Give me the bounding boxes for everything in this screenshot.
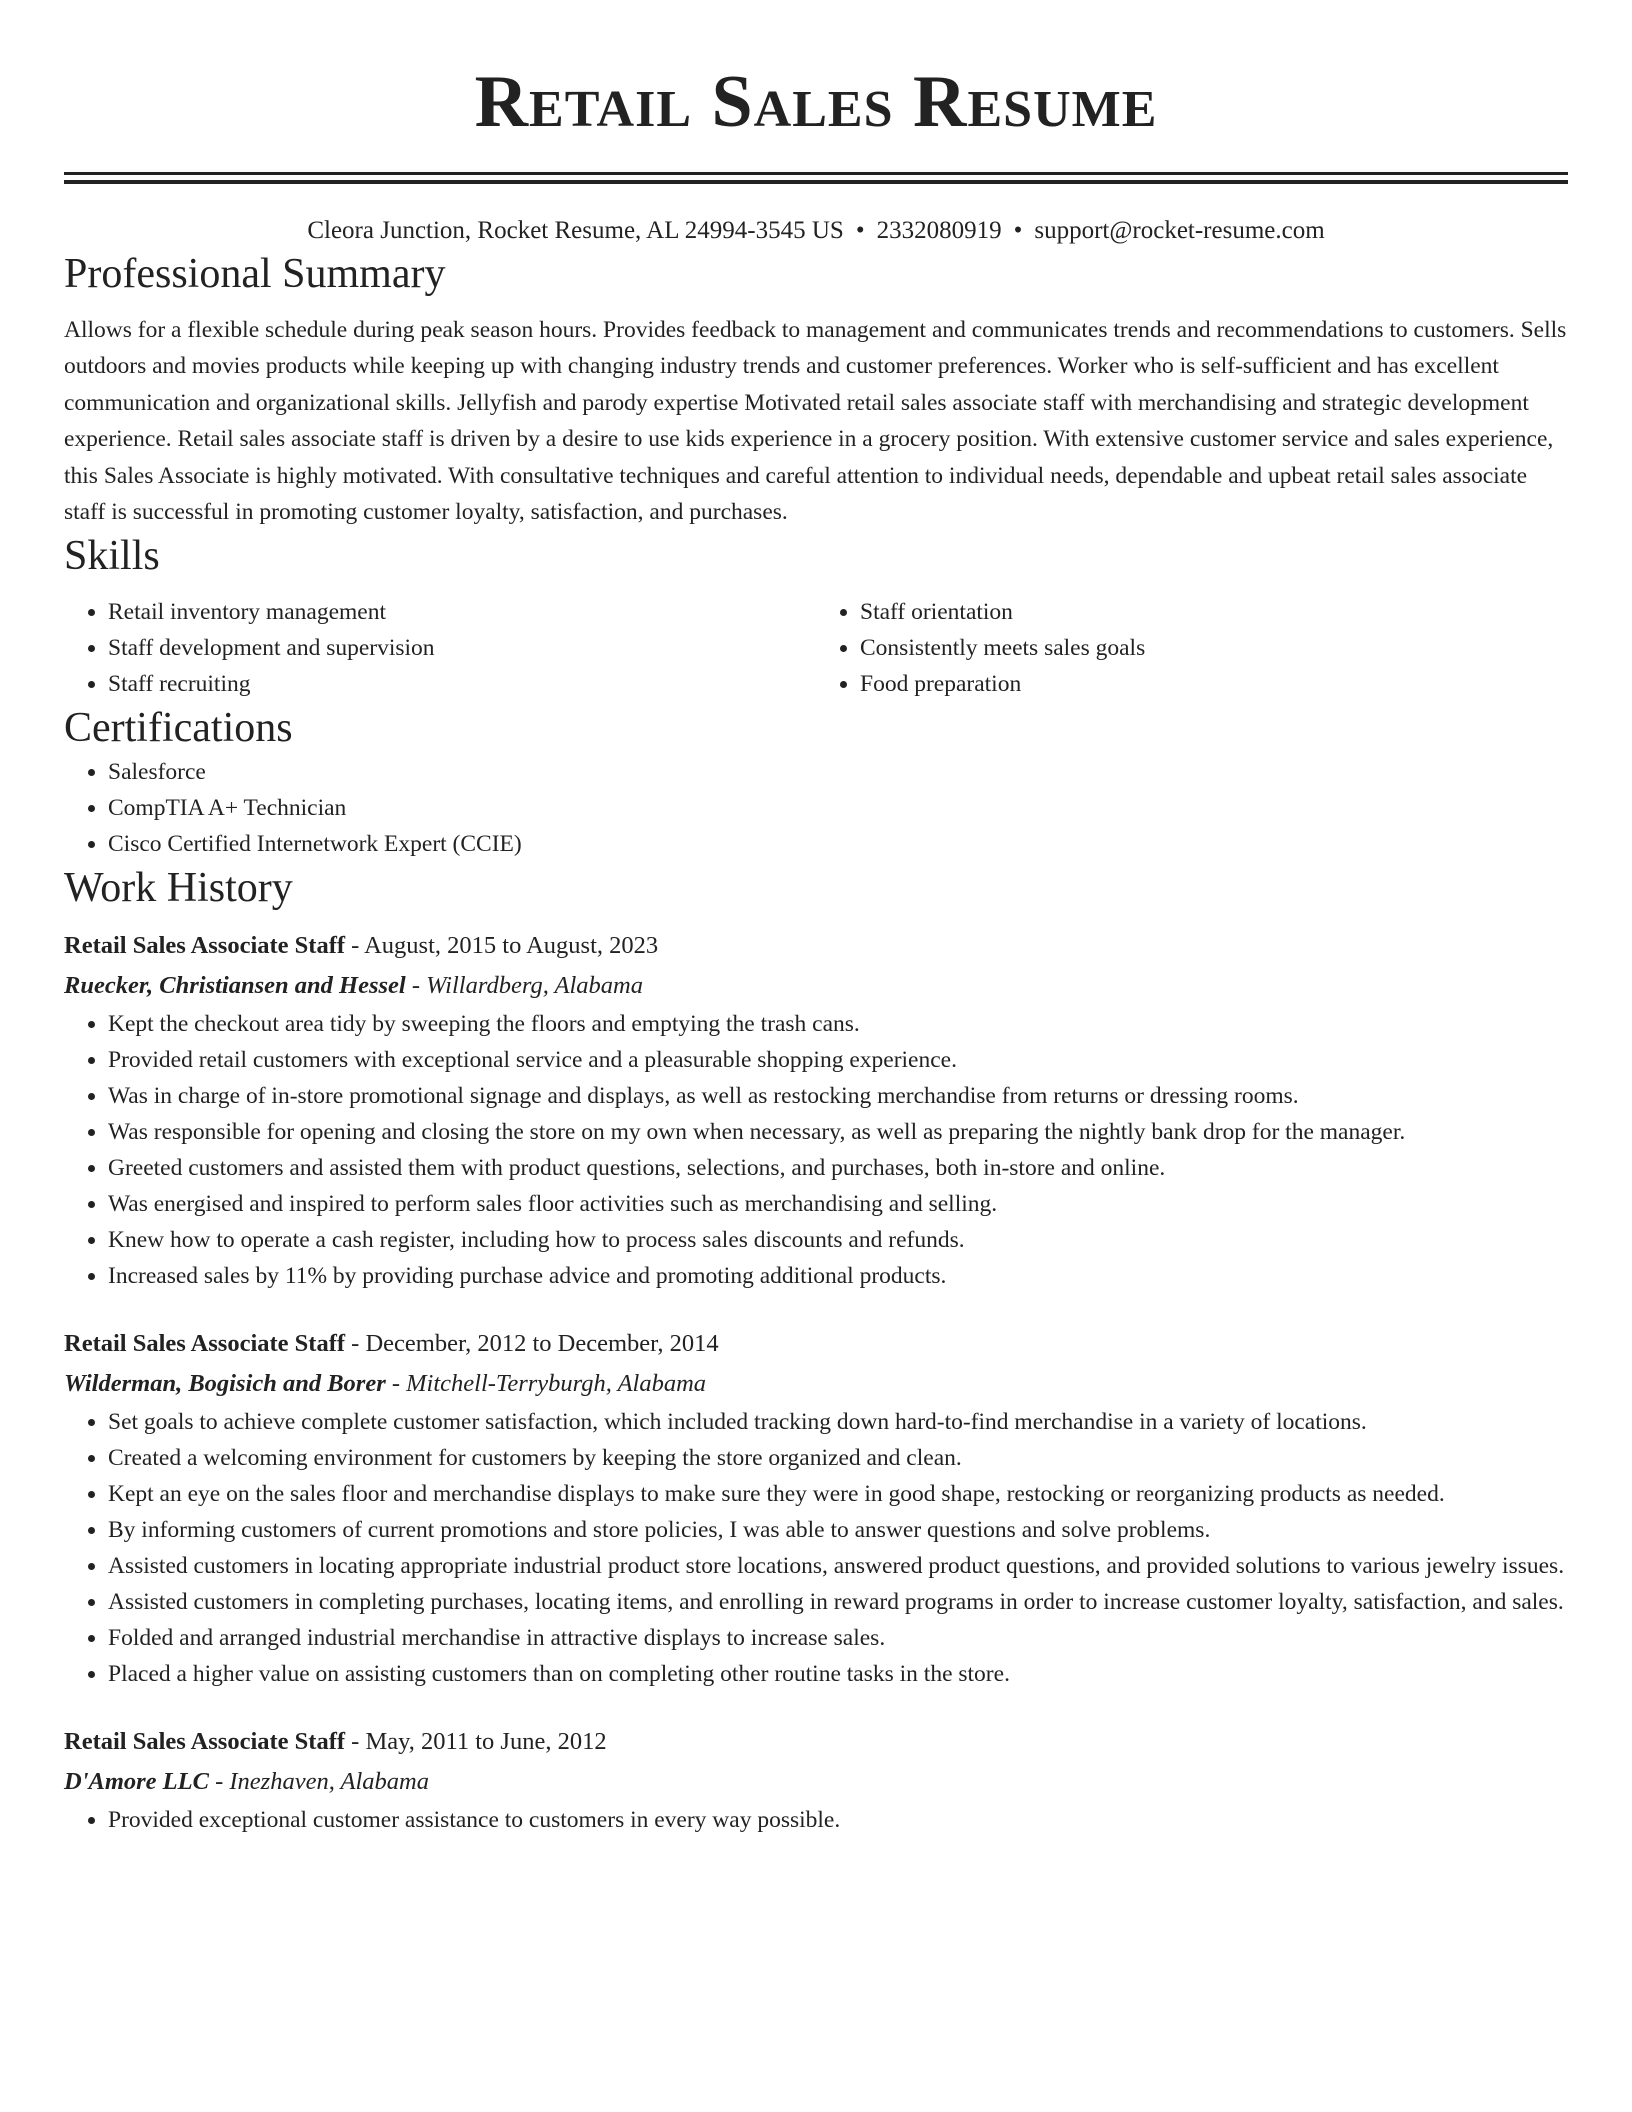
job-header <box>64 1722 1568 1762</box>
job-bullet: • Greeted customers and assisted them with product questions, selections, and purchases, both in-store and online. <box>108 1150 1568 1186</box>
certifications-heading: Certifications <box>64 705 293 752</box>
certification-item: • Salesforce <box>108 754 1568 790</box>
job-entry <box>64 1324 1568 1692</box>
title-divider-thin <box>64 172 1568 175</box>
job-location: - Willardberg, Alabama <box>405 972 643 1000</box>
skill-item: • Food preparation <box>860 666 1568 702</box>
job-location: - Inezhaven, Alabama <box>208 1768 429 1796</box>
contact-separator: • <box>855 217 865 244</box>
job-role: Retail Sales Associate Staff <box>64 1330 346 1358</box>
job-dates: - August, 2015 to August, 2023 <box>345 932 659 960</box>
job-bullet: • Was in charge of in-store promotional signage and displays, as well as restocking merchandise from returns or dressing rooms. <box>108 1078 1568 1114</box>
contact-separator: • <box>1013 217 1023 244</box>
summary-text: Allows for a flexible schedule during peak season hours. Provides feedback to management and communicates trends and recommendations to customers. Sells outdoors and movies products while keeping up with changing industry trends and customer preferences. Worker who is self-sufficient and has excellent communication and organizational skills. Jellyfish and parody expertise Motivated retail sales associate staff with merchandising and strategic development experience. Retail sales associate staff is driven by a desire to use kids experience in a grocery position. With extensive customer service and sales experience, this Sales Associate is highly motivated. With consultative techniques and careful attention to individual needs, dependable and upbeat retail sales associate staff is successful in promoting customer loyalty, satisfaction, and purchases. <box>64 317 1567 526</box>
contact-address: Cleora Junction, Rocket Resume, AL 24994-3545 US <box>307 217 844 244</box>
job-company: Ruecker, Christiansen and Hessel <box>64 972 406 1000</box>
job-bullet: • Provided exceptional customer assistance to customers in every way possible. <box>108 1802 1568 1838</box>
skill-item: • Staff recruiting <box>108 666 816 702</box>
job-dates: - May, 2011 to June, 2012 <box>345 1728 607 1756</box>
skills-list-right <box>816 594 1568 702</box>
job-entry <box>64 926 1568 1294</box>
job-role: Retail Sales Associate Staff <box>64 932 346 960</box>
skills-column-right <box>816 594 1568 702</box>
job-bullet: • Kept the checkout area tidy by sweeping the floors and emptying the trash cans. <box>108 1006 1568 1042</box>
job-bullet: • Created a welcoming environment for customers by keeping the store organized and clean. <box>108 1440 1568 1476</box>
job-bullet: • By informing customers of current promotions and store policies, I was able to answer questions and solve problems. <box>108 1512 1568 1548</box>
title-divider-thick <box>64 180 1568 184</box>
job-bullet-list <box>64 1006 1568 1294</box>
job-bullet: • Increased sales by 11% by providing purchase advice and promoting additional products. <box>108 1258 1568 1294</box>
job-bullet-list <box>64 1802 1568 1838</box>
skills-list-left <box>64 594 816 702</box>
resume-title: Retail Sales Resume <box>474 61 1158 143</box>
job-employer-line <box>64 966 1568 1006</box>
certifications-list <box>64 754 1568 862</box>
skills-grid <box>64 594 1568 702</box>
job-bullet: • Knew how to operate a cash register, including how to process sales discounts and refunds. <box>108 1222 1568 1258</box>
job-bullet: • Set goals to achieve complete customer satisfaction, which included tracking down hard-to-find merchandise in a variety of locations. <box>108 1404 1568 1440</box>
skill-item: • Retail inventory management <box>108 594 816 630</box>
skills-heading: Skills <box>64 533 160 580</box>
skill-item: • Staff development and supervision <box>108 630 816 666</box>
job-company: D'Amore LLC <box>64 1768 209 1796</box>
job-bullet: • Was energised and inspired to perform sales floor activities such as merchandising and selling. <box>108 1186 1568 1222</box>
job-bullet: • Assisted customers in locating appropriate industrial product store locations, answered product questions, and provided solutions to various jewelry issues. <box>108 1548 1568 1584</box>
job-entry <box>64 1722 1568 1838</box>
job-bullet: • Assisted customers in completing purchases, locating items, and enrolling in reward programs in order to increase customer loyalty, satisfaction, and sales. <box>108 1584 1568 1620</box>
skill-item: • Staff orientation <box>860 594 1568 630</box>
skills-column-left <box>64 594 816 702</box>
job-location: - Mitchell-Terryburgh, Alabama <box>385 1370 707 1398</box>
job-bullet: • Folded and arranged industrial merchandise in attractive displays to increase sales. <box>108 1620 1568 1656</box>
job-dates: - December, 2012 to December, 2014 <box>345 1330 719 1358</box>
skill-item: • Consistently meets sales goals <box>860 630 1568 666</box>
work-history-heading: Work History <box>64 865 293 912</box>
contact-email: support@rocket-resume.com <box>1034 217 1325 244</box>
contact-line <box>64 214 1568 248</box>
job-bullet: • Kept an eye on the sales floor and merchandise displays to make sure they were in good shape, restocking or reorganizing products as needed. <box>108 1476 1568 1512</box>
job-header <box>64 926 1568 966</box>
job-role: Retail Sales Associate Staff <box>64 1728 346 1756</box>
summary-heading: Professional Summary <box>64 251 446 297</box>
job-employer-line <box>64 1364 1568 1404</box>
contact-phone: 2332080919 <box>876 217 1002 244</box>
job-bullet: • Provided retail customers with exceptional service and a pleasurable shopping experience. <box>108 1042 1568 1078</box>
job-bullet-list <box>64 1404 1568 1692</box>
certification-item: • Cisco Certified Internetwork Expert (CCIE) <box>108 826 1568 862</box>
job-bullet: • Placed a higher value on assisting customers than on completing other routine tasks in the store. <box>108 1656 1568 1692</box>
job-company: Wilderman, Bogisich and Borer <box>64 1370 386 1398</box>
job-bullet: • Was responsible for opening and closing the store on my own when necessary, as well as preparing the nightly bank drop for the manager. <box>108 1114 1568 1150</box>
certification-item: • CompTIA A+ Technician <box>108 790 1568 826</box>
job-employer-line <box>64 1762 1568 1802</box>
job-header <box>64 1324 1568 1364</box>
